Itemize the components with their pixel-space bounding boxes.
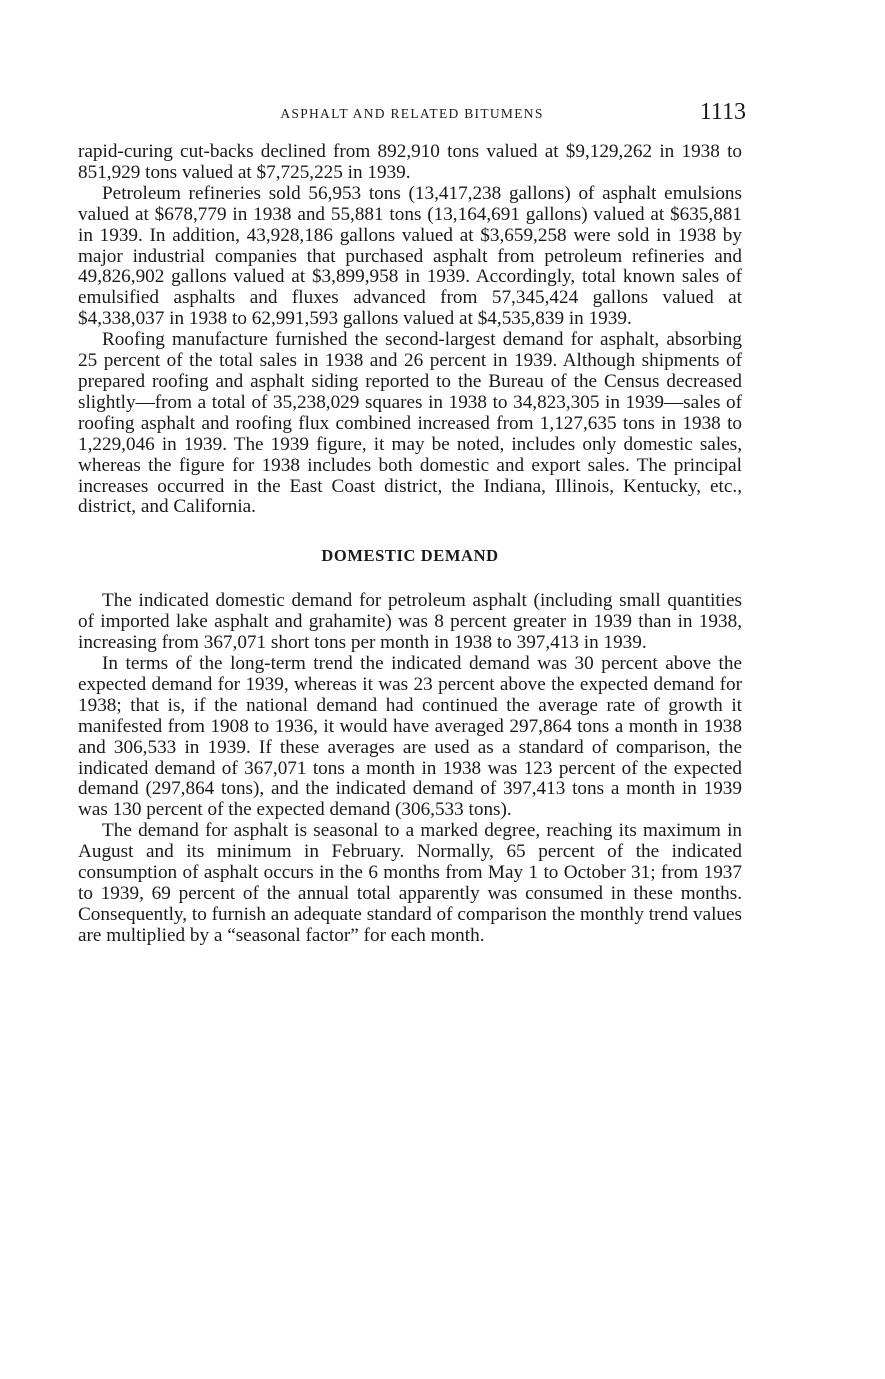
paragraph-domestic-demand: The indicated domestic demand for petroleum asphalt (including small quantities of imported lake asphalt and grahamite) was 8 percent greater in 1939 than in 1938, increasing from 367,071 short tons per month in 1938 to 397,413 in 1939. [78, 590, 742, 654]
body-text [78, 142, 742, 947]
paragraph-continued: rapid-curing cut-backs declined from 892,910 tons valued at $9,129,262 in 1938 to 851,929 tons valued at $7,725,225 in 1939. [78, 141, 742, 183]
running-head [78, 96, 746, 130]
paragraph-roofing: Roofing manufacture furnished the second-largest demand for asphalt, absorbing 25 percent of the total sales in 1938 and 26 percent in 1939. Although shipments of prepared roofing and asphalt siding reported to the Bureau of the Census decreased slightly—from a total of 35,238,029 squares in 1938 to 34,823,305 in 1939—sales of roofing asphalt and roofing flux combined increased from 1,127,635 tons in 1938 to 1,229,046 in 1939. The 1939 figure, it may be noted, includes only domestic sales, whereas the figure for 1938 includes both domestic and export sales. The principal increases occurred in the East Coast district, the Indiana, Illinois, Kentucky, etc., district, and California. [78, 329, 742, 518]
paragraph-seasonal: The demand for asphalt is seasonal to a marked degree, reaching its maximum in August and its minimum in February. Normally, 65 percent of the indicated consumption of asphalt occurs in the 6 months from May 1 to October 31; from 1937 to 1939, 69 percent of the annual total apparently was consumed in these months. Consequently, to furnish an adequate standard of comparison the monthly trend values are multiplied by a “seasonal factor” for each month. [78, 820, 742, 946]
page-number: 1113 [699, 99, 746, 125]
paragraph-long-term-trend: In terms of the long-term trend the indicated demand was 30 percent above the expected demand for 1939, whereas it was 23 percent above the expected demand for 1938; that is, if the national demand had continued the average rate of growth it manifested from 1908 to 1936, it would have averaged 297,864 tons a month in 1938 and 306,533 in 1939. If these averages are used as a standard of comparison, the indicated demand of 367,071 tons a month in 1938 was 123 percent of the expected demand (297,864 tons), and the indicated demand of 397,413 tons a month in 1939 was 130 percent of the expected demand (306,533 tons). [78, 653, 742, 821]
section-heading: DOMESTIC DEMAND [321, 546, 499, 566]
paragraph-emulsions: Petroleum refineries sold 56,953 tons (13,417,238 gallons) of asphalt emulsions valued at $678,779 in 1938 and 55,881 tons (13,164,691 gallons) valued at $635,881 in 1939. In addition, 43,928,186 gallons valued at $3,659,258 were sold in 1938 by major industrial companies that purchased asphalt from petroleum refineries and 49,826,902 gallons valued at $3,899,958 in 1939. Accordingly, total known sales of emulsified asphalts and fluxes advanced from 57,345,424 gallons valued at $4,338,037 in 1938 to 62,991,593 gallons valued at $4,535,839 in 1939. [78, 182, 742, 330]
running-title: ASPHALT AND RELATED BITUMENS [280, 106, 544, 121]
